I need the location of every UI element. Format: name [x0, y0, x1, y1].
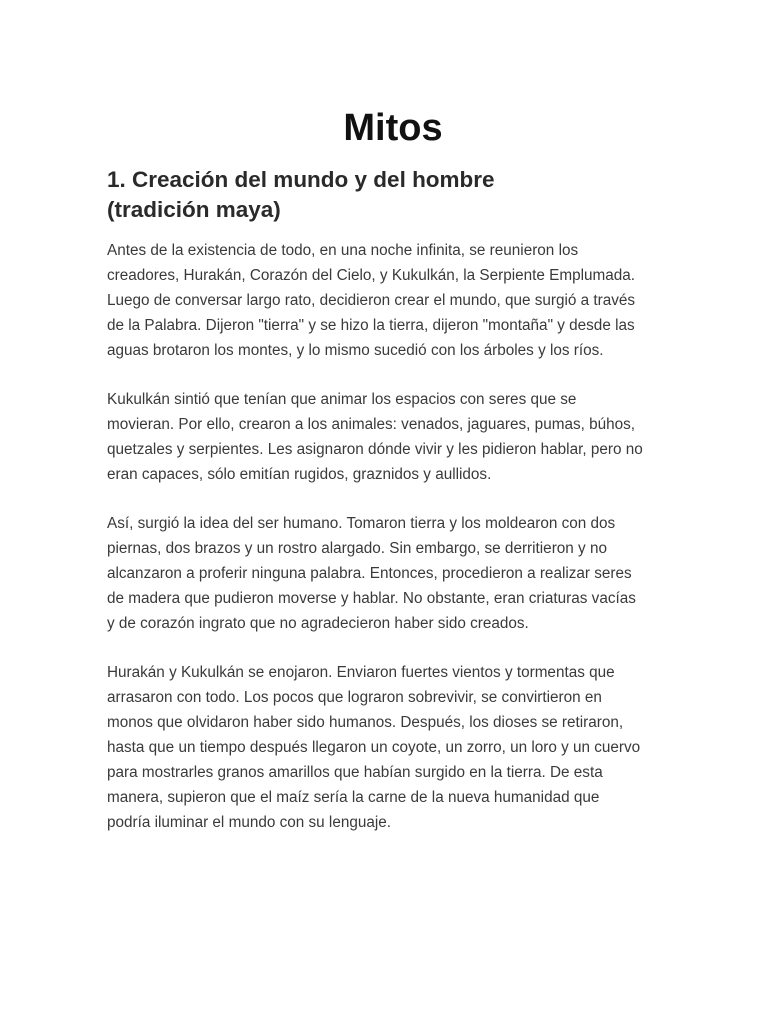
text-line: Antes de la existencia de todo, en una noche infinita, se reunieron los: [107, 242, 579, 259]
text-line: Luego de conversar largo rato, decidieron crear el mundo, que surgió a través: [107, 292, 636, 309]
text-line: movieran. Por ello, crearon a los animales: venados, jaguares, pumas, búhos,: [107, 416, 636, 433]
text-line: Kukulkán sintió que tenían que animar los espacios con seres que se: [107, 391, 577, 408]
text-line: monos que olvidaron haber sido humanos. Después, los dioses se retiraron,: [107, 714, 624, 731]
text-line: arrasaron con todo. Los pocos que lograron sobrevivir, se convirtieron en: [107, 689, 602, 706]
text-line: eran capaces, sólo emitían rugidos, graznidos y aullidos.: [107, 466, 492, 483]
text-line: y de corazón ingrato que no agradecieron haber sido creados.: [107, 615, 529, 632]
paragraph-3: [107, 511, 677, 636]
paragraph-2: [107, 387, 677, 487]
text-line: para mostrarles granos amarillos que habían surgido en la tierra. De esta: [107, 764, 603, 781]
body-text: [107, 238, 677, 859]
text-line: creadores, Hurakán, Corazón del Cielo, y Kukulkán, la Serpiente Emplumada.: [107, 267, 636, 284]
section-heading: [107, 165, 667, 225]
paragraph-1: [107, 238, 677, 363]
text-line: Hurakán y Kukulkán se enojaron. Enviaron fuertes vientos y tormentas que: [107, 664, 615, 681]
text-line: quetzales y serpientes. Les asignaron dónde vivir y les pidieron hablar, pero no: [107, 441, 643, 458]
text-line: hasta que un tiempo después llegaron un coyote, un zorro, un loro y un cuervo: [107, 739, 641, 756]
text-line: alcanzaron a proferir ninguna palabra. Entonces, procedieron a realizar seres: [107, 565, 632, 582]
text-line: manera, supieron que el maíz sería la carne de la nueva humanidad que: [107, 789, 600, 806]
page-title: Mitos: [343, 107, 443, 149]
text-line: de madera que pudieron moverse y hablar. No obstante, eran criaturas vacías: [107, 590, 636, 607]
text-line: piernas, dos brazos y un rostro alargado. Sin embargo, se derritieron y no: [107, 540, 607, 557]
paragraph-4: [107, 660, 677, 835]
section-heading-line: 1. Creación del mundo y del hombre: [107, 167, 495, 192]
section-heading-line: (tradición maya): [107, 197, 281, 222]
text-line: de la Palabra. Dijeron "tierra" y se hizo la tierra, dijeron "montaña" y desde las: [107, 317, 635, 334]
text-line: Así, surgió la idea del ser humano. Tomaron tierra y los moldearon con dos: [107, 515, 616, 532]
text-line: aguas brotaron los montes, y lo mismo sucedió con los árboles y los ríos.: [107, 342, 604, 359]
text-line: podría iluminar el mundo con su lenguaje.: [107, 814, 392, 831]
